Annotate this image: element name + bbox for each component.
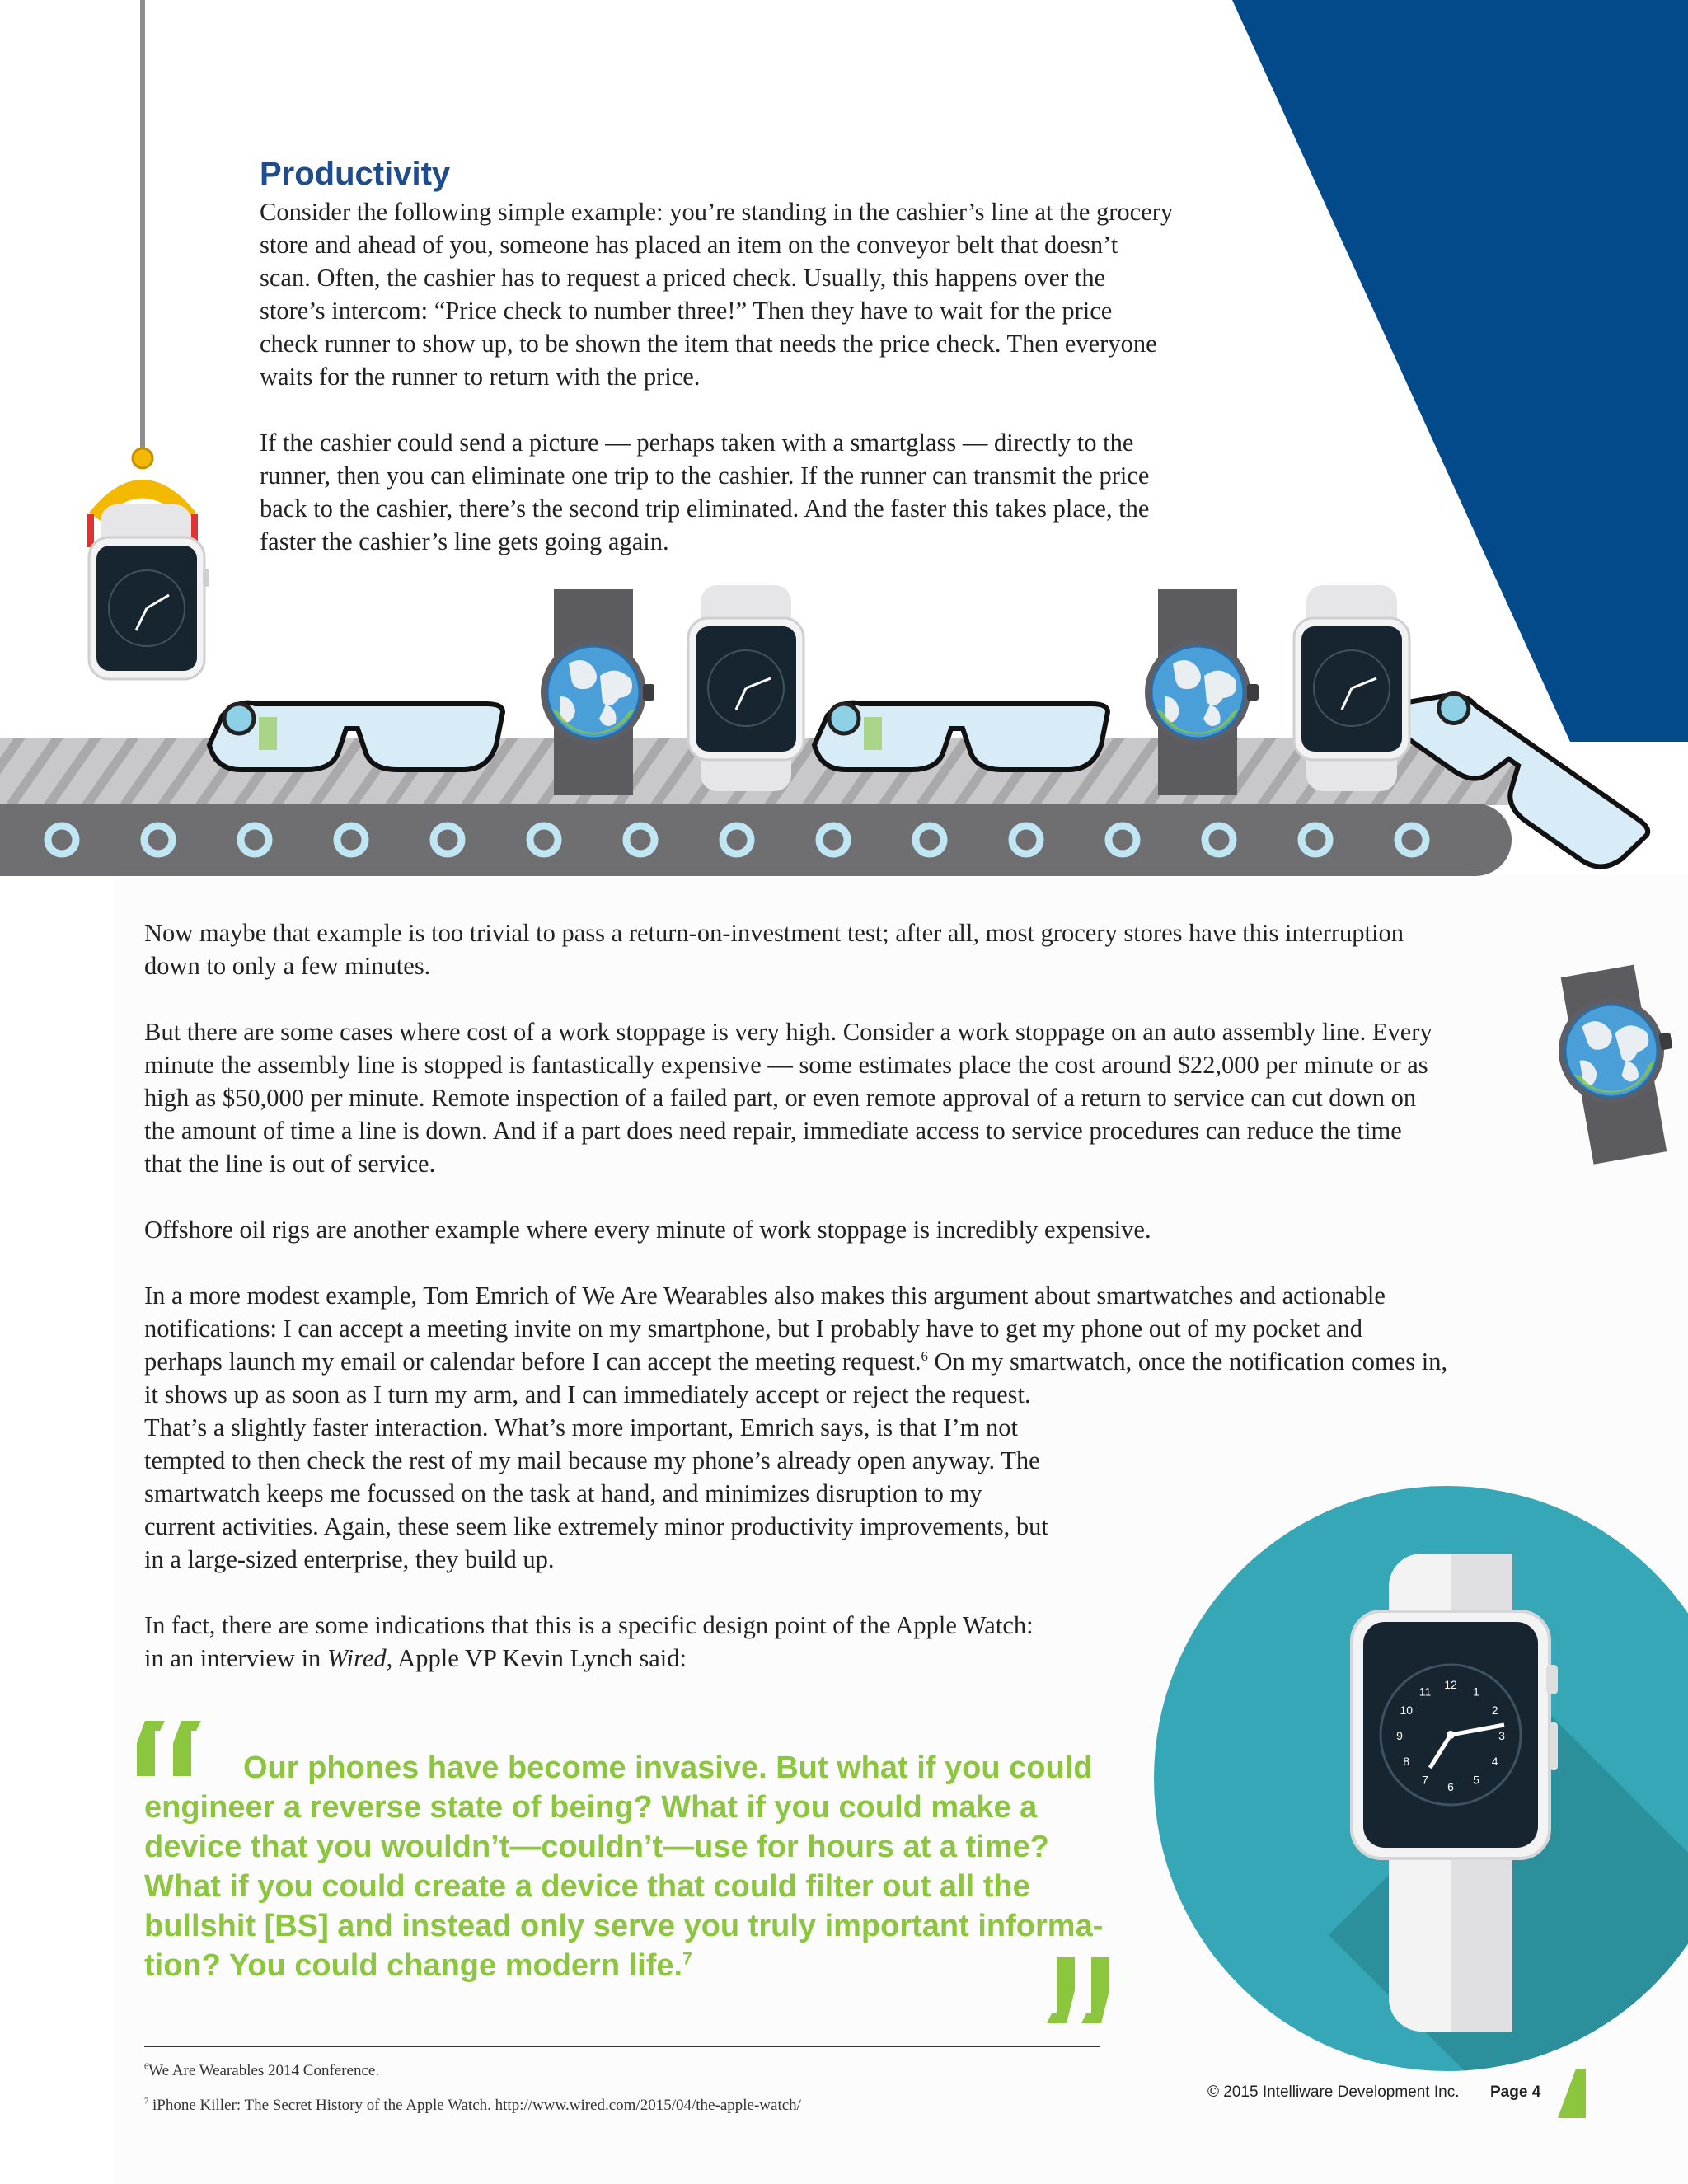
text-line: But there are some cases where cost of a work stoppage is very high. Consider a work stoppage on an auto assembly line. Every	[144, 1018, 1432, 1046]
text-line: That’s a slightly faster interaction. What’s more important, Emrich says, is that I’m not	[144, 1413, 1018, 1441]
intro-paragraph-1	[260, 195, 1173, 393]
text-line: tempted to then check the rest of my mail because my phone’s already open anyway. The	[144, 1446, 1040, 1474]
text-line: back to the cashier, there’s the second trip eliminated. And the faster this takes place, the	[260, 494, 1150, 523]
page-number: Page 4	[1490, 2083, 1541, 2101]
quote-line: Our phones have become invasive. But what if you could	[243, 1750, 1093, 1785]
quote-line	[144, 1946, 1109, 1985]
text-line: Offshore oil rigs are another example where every minute of work stoppage is incredibly expensive.	[144, 1216, 1151, 1244]
dial-number: 3	[1498, 1729, 1505, 1742]
wired-italic: Wired	[326, 1644, 387, 1672]
footnote-text: We Are Wearables 2014 Conference.	[148, 2062, 380, 2079]
body-paragraph-1	[144, 916, 1404, 982]
dial-number: 8	[1403, 1755, 1410, 1768]
hanging-rope	[140, 0, 145, 452]
dial-number: 5	[1473, 1773, 1479, 1787]
copyright-text: © 2015 Intelliware Development Inc.	[1207, 2083, 1460, 2101]
text-span: , Apple VP Kevin Lynch said:	[386, 1644, 687, 1672]
text-line: current activities. Again, these seem like extremely minor productivity improvements, but	[144, 1512, 1048, 1540]
body-paragraph-3	[144, 1213, 1151, 1246]
text-line: faster the cashier’s line gets going again.	[260, 527, 669, 555]
text-line: waits for the runner to return with the price.	[260, 363, 701, 391]
text-line: down to only a few minutes.	[144, 952, 431, 980]
text-line: store’s intercom: “Price check to number three!” Then they have to wait for the price	[260, 297, 1113, 325]
claw-tip-left	[87, 514, 94, 547]
text-span: in an interview in	[144, 1644, 327, 1672]
text-line: high as $50,000 per minute. Remote inspection of a failed part, or even remote approval of a return to service can cut down on	[144, 1084, 1417, 1112]
text-line	[144, 1345, 1447, 1378]
dial-number: 4	[1491, 1755, 1498, 1768]
footnote-ref-6: 6	[921, 1347, 928, 1364]
text-line: Now maybe that example is too trivial to pass a return-on-investment test; after all, most grocery stores have this interruption	[144, 919, 1404, 947]
dial-number: 10	[1400, 1704, 1414, 1717]
footnote-6	[144, 2062, 379, 2080]
quote-line: engineer a reverse state of being? What if you could make a	[144, 1790, 1038, 1825]
text-line: notifications: I can accept a meeting invite on my smartphone, but I probably have to get my phone out of my pocket and	[144, 1315, 1362, 1343]
section-heading: Productivity	[260, 156, 451, 192]
text-line: In a more modest example, Tom Emrich of We Are Wearables also makes this argument about smartwatches and actionable	[144, 1282, 1386, 1310]
footnote-mark: 7	[144, 2097, 149, 2107]
text-span: perhaps launch my email or calendar before I can accept the meeting request.	[144, 1347, 921, 1376]
round-watch-side	[1545, 961, 1688, 1167]
text-line: Consider the following simple example: you’re standing in the cashier’s line at the grocery	[260, 198, 1174, 226]
quote-line: bullshit [BS] and instead only serve you truly important informa-	[144, 1909, 1104, 1943]
text-line: scan. Often, the cashier has to request a priced check. Usually, this happens over the	[260, 264, 1106, 292]
quote-line: device that you wouldn’t—couldn’t—use for hours at a time?	[144, 1830, 1049, 1864]
quote-text: tion? You could change modern life.	[144, 1948, 683, 1983]
dial-number: 12	[1444, 1678, 1457, 1691]
square-watch-1	[688, 585, 804, 791]
footnote-7	[144, 2097, 801, 2115]
footnote-text: iPhone Killer: The Secret History of the Apple Watch. http://www.wired.com/2015/04/the-apple-watch/	[152, 2097, 801, 2114]
text-line	[144, 1642, 1034, 1675]
body-paragraph-5	[144, 1609, 1034, 1675]
dial-number: 7	[1422, 1773, 1428, 1787]
text-line: in a large-sized enterprise, they build up.	[144, 1545, 555, 1573]
dial-number: 9	[1396, 1729, 1403, 1742]
dial-number: 1	[1473, 1685, 1479, 1699]
quote-line: What if you could create a device that could filter out all the	[144, 1869, 1030, 1904]
pull-quote	[144, 1748, 1109, 1985]
text-line: the amount of time a line is down. And if a part does need repair, immediate access to service procedures can reduce the time	[144, 1117, 1402, 1145]
text-line: smartwatch keeps me focussed on the task at hand, and minimizes disruption to my	[144, 1479, 982, 1507]
body-paragraph-2	[144, 1015, 1432, 1180]
footnote-mark: 6	[144, 2062, 149, 2072]
text-line: that the line is out of service.	[144, 1150, 436, 1178]
text-span: On my smartwatch, once the notification comes in,	[927, 1347, 1448, 1376]
dial-number: 6	[1447, 1780, 1454, 1793]
footnote-rule	[144, 2046, 1100, 2047]
intro-paragraph-2	[260, 426, 1149, 558]
body-paragraph-4	[144, 1279, 1447, 1576]
claw-hook	[133, 448, 152, 468]
dial-number: 11	[1418, 1685, 1432, 1699]
text-line: If the cashier could send a picture — perhaps taken with a smartglass — directly to the	[260, 429, 1134, 457]
text-line: store and ahead of you, someone has placed an item on the conveyor belt that doesn’t	[260, 231, 1118, 259]
footer-logo-mark	[1558, 2069, 1586, 2118]
text-line: minute the assembly line is stopped is fantastically expensive — some estimates place the cost around $22,000 per minute or as	[144, 1051, 1428, 1079]
teal-circle-illustration	[1154, 1486, 1688, 2156]
text-line: it shows up as soon as I turn my arm, and I can immediately accept or reject the request.	[144, 1380, 1031, 1408]
text-line: check runner to show up, to be shown the item that needs the price check. Then everyone	[260, 330, 1157, 358]
footnote-ref-7: 7	[682, 1949, 692, 1969]
text-line: runner, then you can eliminate one trip to the cashier. If the runner can transmit the price	[260, 462, 1150, 490]
dial-number: 2	[1491, 1704, 1498, 1717]
text-line: In fact, there are some indications that this is a specific design point of the Apple Watch:	[144, 1611, 1034, 1639]
square-watch-2	[1294, 585, 1409, 791]
